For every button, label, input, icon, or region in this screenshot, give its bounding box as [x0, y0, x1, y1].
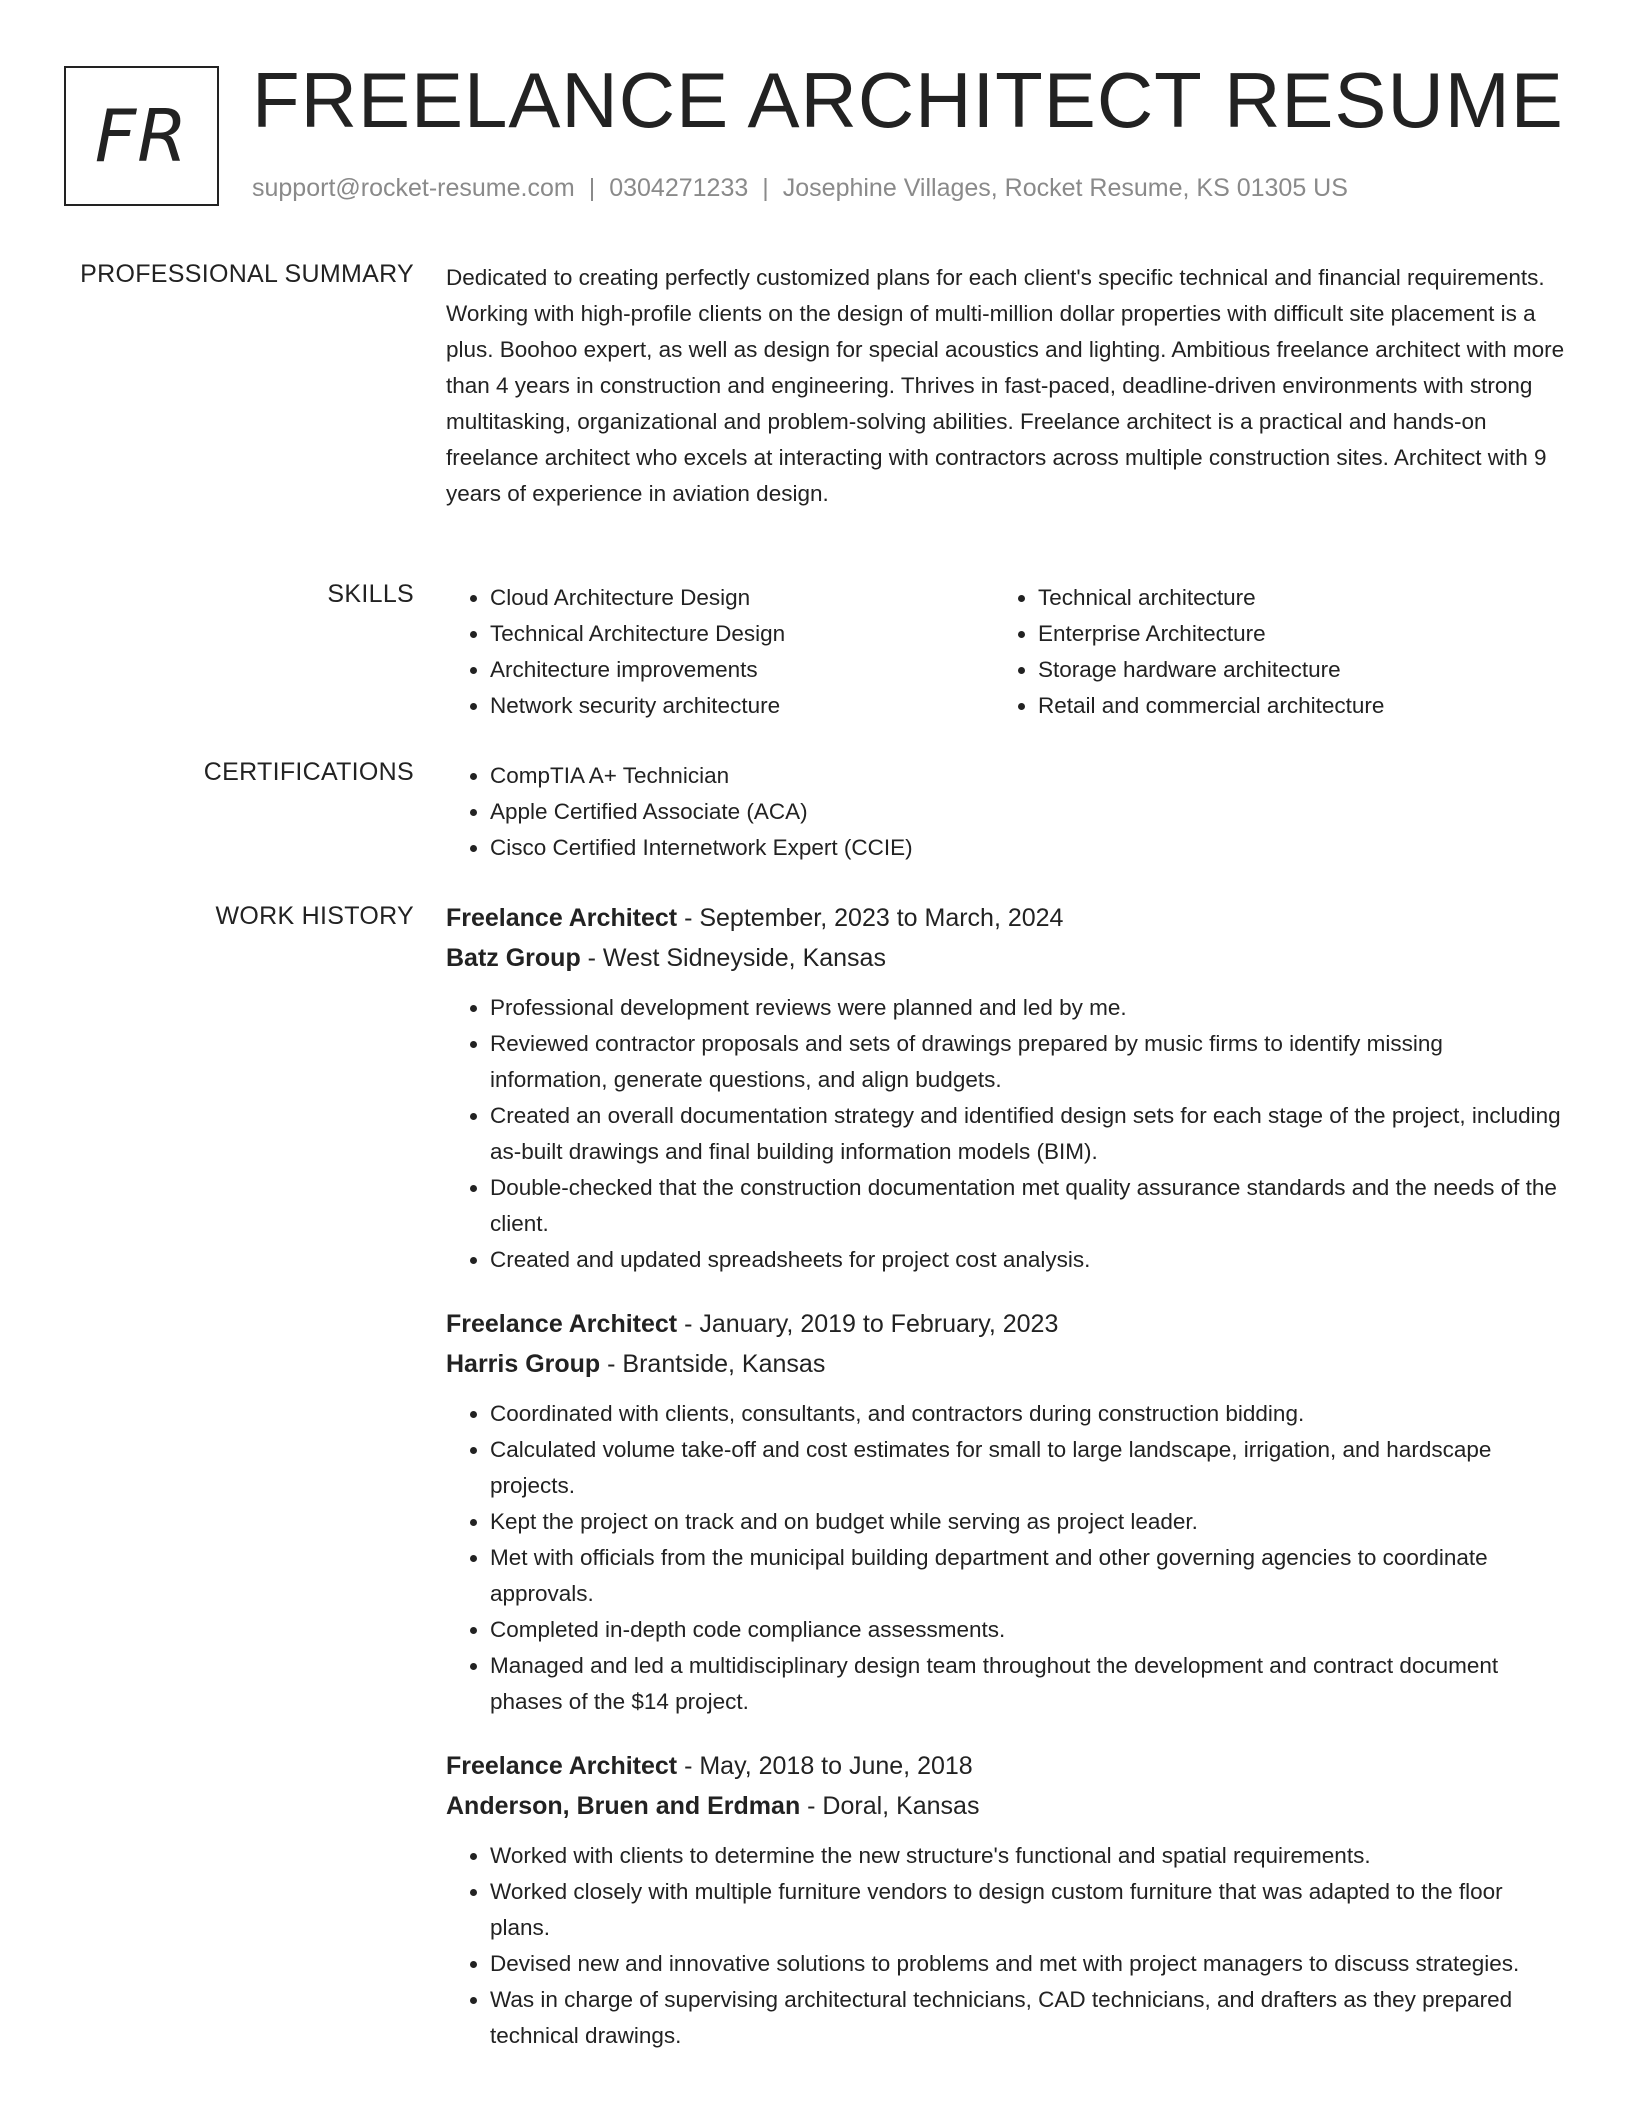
job-location: - West Sidneyside, Kansas	[580, 944, 886, 972]
work-history-body	[446, 898, 1566, 2080]
list-item: • Technical architecture	[1038, 580, 1554, 616]
list-item: • Professional development reviews were planned and led by me.	[490, 990, 1566, 1026]
list-item: • Completed in-depth code compliance assessments.	[490, 1612, 1566, 1648]
list-item: • Worked with clients to determine the new structure's functional and spatial requirements.	[490, 1838, 1566, 1874]
contact-address: Josephine Villages, Rocket Resume, KS 01305 US	[782, 174, 1348, 202]
job-entry	[446, 1304, 1566, 1720]
job-title-line	[446, 1746, 1566, 1786]
list-item: • Apple Certified Associate (ACA)	[490, 794, 1566, 830]
job-company: Anderson, Bruen and Erdman	[446, 1792, 801, 1820]
job-title: Freelance Architect	[446, 904, 678, 932]
job-bullets	[446, 1396, 1566, 1720]
job-company-line	[446, 1344, 1566, 1384]
list-item: • Was in charge of supervising architectural technicians, CAD technicians, and drafters as they prepared technical drawings.	[490, 1982, 1566, 2054]
list-item: • Worked closely with multiple furniture vendors to design custom furniture that was adapted to the floor plans.	[490, 1874, 1566, 1946]
list-item: • CompTIA A+ Technician	[490, 758, 1566, 794]
certifications-heading: CERTIFICATIONS	[203, 758, 414, 786]
list-item: • Network security architecture	[490, 688, 994, 724]
list-item: • Created an overall documentation strategy and identified design sets for each stage of the project, including as-built drawings and final building information models (BIM).	[490, 1098, 1566, 1170]
job-company: Harris Group	[446, 1350, 601, 1378]
skills-body	[446, 580, 1566, 724]
list-item: • Cloud Architecture Design	[490, 580, 994, 616]
list-item: • Kept the project on track and on budget while serving as project leader.	[490, 1504, 1566, 1540]
job-title-line	[446, 898, 1566, 938]
skills-grid	[446, 580, 1566, 724]
list-item: • Created and updated spreadsheets for project cost analysis.	[490, 1242, 1566, 1278]
job-company-line	[446, 938, 1566, 978]
certifications-list	[446, 758, 1566, 866]
summary-heading: PROFESSIONAL SUMMARY	[80, 260, 414, 288]
job-title-line	[446, 1304, 1566, 1344]
list-item: • Calculated volume take-off and cost estimates for small to large landscape, irrigation, and hardscape projects.	[490, 1432, 1566, 1504]
contact-phone: 0304271233	[609, 174, 749, 202]
job-location: - Brantside, Kansas	[600, 1350, 826, 1378]
skills-list-left	[446, 580, 994, 724]
job-dates: - January, 2019 to February, 2023	[677, 1310, 1059, 1338]
list-item: • Managed and led a multidisciplinary design team throughout the development and contract document phases of the $14 project.	[490, 1648, 1566, 1720]
resume-title: FREELANCE ARCHITECT RESUME	[252, 56, 1564, 144]
list-item: • Technical Architecture Design	[490, 616, 994, 652]
list-item: • Storage hardware architecture	[1038, 652, 1554, 688]
job-entry	[446, 1746, 1566, 2054]
list-item: • Cisco Certified Internetwork Expert (CCIE)	[490, 830, 1566, 866]
job-dates: - May, 2018 to June, 2018	[677, 1752, 973, 1780]
monogram-initials: FR	[94, 94, 189, 178]
job-dates: - September, 2023 to March, 2024	[677, 904, 1064, 932]
job-company: Batz Group	[446, 944, 581, 972]
job-entry	[446, 898, 1566, 1278]
work-history-heading: WORK HISTORY	[215, 902, 414, 930]
summary-body	[446, 260, 1566, 512]
contact-separator: |	[762, 174, 769, 202]
contact-email: support@rocket-resume.com	[252, 174, 575, 202]
contact-separator: |	[588, 174, 596, 202]
list-item: • Double-checked that the construction documentation met quality assurance standards and the needs of the client.	[490, 1170, 1566, 1242]
list-item: • Architecture improvements	[490, 652, 994, 688]
summary-text: Dedicated to creating perfectly customized plans for each client's specific technical and financial requirements. Working with high-profile clients on the design of multi-million dollar properties with difficult site placement is a plus. Boohoo expert, as well as design for special acoustics and lighting. Ambitious freelance architect with more than 4 years in construction and engineering. Thrives in fast-paced, deadline-driven environments with strong multitasking, organizational and problem-solving abilities. Freelance architect is a practical and hands-on freelance architect who excels at interacting with contractors across multiple construction sites. Architect with 9 years of experience in aviation design.	[446, 265, 1565, 506]
list-item: • Reviewed contractor proposals and sets of drawings prepared by music firms to identify missing information, generate questions, and align budgets.	[490, 1026, 1566, 1098]
skills-heading: SKILLS	[327, 580, 414, 608]
list-item: • Met with officials from the municipal building department and other governing agencies to coordinate approvals.	[490, 1540, 1566, 1612]
list-item: • Enterprise Architecture	[1038, 616, 1554, 652]
skills-list-right	[994, 580, 1554, 724]
job-title: Freelance Architect	[446, 1310, 678, 1338]
job-company-line	[446, 1786, 1566, 1826]
monogram-box	[64, 66, 219, 206]
list-item: • Coordinated with clients, consultants, and contractors during construction bidding.	[490, 1396, 1566, 1432]
job-bullets	[446, 990, 1566, 1278]
job-bullets	[446, 1838, 1566, 2054]
job-location: - Doral, Kansas	[800, 1792, 980, 1820]
list-item: • Retail and commercial architecture	[1038, 688, 1554, 724]
certifications-body	[446, 758, 1566, 866]
job-title: Freelance Architect	[446, 1752, 678, 1780]
contact-line	[252, 174, 1348, 203]
list-item: • Devised new and innovative solutions to problems and met with project managers to discuss strategies.	[490, 1946, 1566, 1982]
